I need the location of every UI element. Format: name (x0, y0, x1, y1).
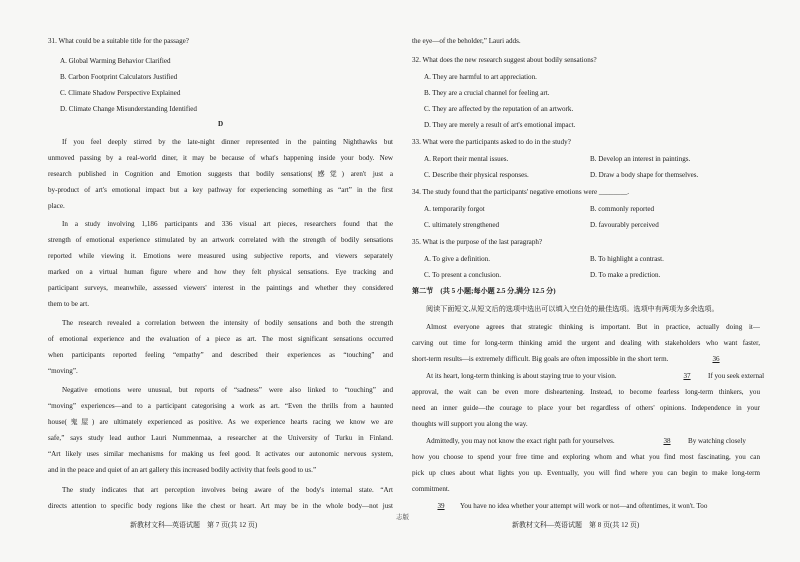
option-32a: A. They are harmful to art appreciation. (424, 73, 537, 81)
option-35b: B. To highlight a contrast. (590, 255, 664, 263)
s2-p2-line-1-tail: If you seek external (708, 372, 765, 380)
blank-39: 39 (437, 502, 445, 510)
option-35d: D. To make a prediction. (590, 271, 661, 279)
continuation-line: the eye—of the beholder,” Lauri adds. (412, 37, 521, 45)
p2-line-4: marked on a virtual human figure where and how they felt physical sensations. Eye tracking and (48, 268, 393, 276)
p5-line-2: directs attention to specific body regions like the chest or heart. Art may be in the whole body—not just (48, 502, 393, 510)
center-stamp: 志版 (396, 514, 409, 521)
option-32d: D. They are merely a result of art's emotional impact. (424, 121, 576, 129)
footer-left: 新教材文科—英语试题 第 7 页(共 12 页) (130, 521, 258, 529)
s2-p3-line-3: pick up clues about what lights you up. Eventually, you will find where you can begin to make long-term (412, 469, 760, 477)
option-35a: A. To give a definition. (424, 255, 490, 263)
s2-p2-line-3: need an inner guide—the courage to place your bet regardless of others' opinions. Independence in your (412, 404, 760, 412)
p4-line-2: “moving” experiences—and to a participant categorising a work as art. “Even the thrills from a haunted (48, 402, 393, 410)
p1-line-5: place. (48, 202, 65, 210)
p2-line-3: reported while viewing it. Emotions were measured using subjective reports, and viewers separately (48, 252, 393, 260)
p4-line-6: and in the peace and quiet of an art gallery this increased bodily activity that feels good to us.” (48, 466, 317, 474)
option-31c: C. Climate Shadow Perspective Explained (60, 89, 181, 97)
footer-right: 新教材文科—英语试题 第 8 页(共 12 页) (512, 521, 640, 529)
p3-line-2: of emotional experience and the evaluation of a piece as art. The most significant sensations occurred (48, 335, 393, 343)
question-31: 31. What could be a suitable title for the passage? (48, 37, 189, 45)
s2-p3-line-1: Admittedly, you may not know the exact right path for yourselves. (426, 437, 615, 445)
option-32c: C. They are affected by the reputation of an artwork. (424, 105, 574, 113)
blank-36: 36 (712, 355, 720, 363)
p1-line-2: unmoved passing by a real-world diner, it may be because of what's happening inside your body. New (48, 154, 393, 162)
option-33b: B. Develop an interest in paintings. (590, 155, 691, 163)
s2-p2-line-4: thoughts will support you along the way. (412, 420, 528, 428)
p4-line-4: safe,” says study lead author Lauri Nummenmaa, a researcher at the University of Turku in Finland. (48, 434, 393, 442)
s2-p1-line-3: short-term results—is extremely difficult. Big goals are often impossible in the short term. (412, 355, 669, 363)
section-2-instructions: 阅读下面短文,从短文后的选项中选出可以填入空白处的最佳选项。选项中有两项为多余选项。 (426, 305, 719, 313)
option-35c: C. To present a conclusion. (424, 271, 501, 279)
p5-line-1: The study indicates that art perception involves being aware of the body's internal state. “Art (62, 486, 393, 494)
s2-p3-line-4: commitment. (412, 485, 450, 493)
blank-37: 37 (683, 372, 691, 380)
option-34d: D. favourably perceived (590, 221, 659, 229)
s2-p3-line-2: how you choose to spend your free time and exploring whom and what you find most fascinating, you can (412, 453, 760, 461)
option-34a: A. temporarily forgot (424, 205, 485, 213)
blank-38: 38 (663, 437, 671, 445)
option-31d: D. Climate Change Misunderstanding Identified (60, 105, 197, 113)
section-2-heading: 第二节 (共 5 小题;每小题 2.5 分,满分 12.5 分) (412, 287, 556, 295)
option-33c: C. Describe their physical responses. (424, 171, 529, 179)
question-33: 33. What were the participants asked to do in the study? (412, 138, 571, 146)
question-32: 32. What does the new research suggest about bodily sensations? (412, 56, 597, 64)
option-33a: A. Report their mental issues. (424, 155, 509, 163)
p2-line-2: strength of emotional experience stimulated by an artwork correlated with the strength of bodily sensations (48, 236, 393, 244)
p1-line-1: If you feel deeply stirred by the late-night dinner represented in the painting Nighthawks but (62, 138, 393, 146)
p1-line-3: research published in Cognition and Emotion suggests that bodily sensations(感觉) aren't just a (48, 170, 393, 178)
p1-line-4: by-product of art's emotional impact but a key pathway for experiencing something as “art” in the first (48, 186, 393, 194)
p3-line-3: when participants reported feeling “empathy” and described their experiences as “touching” and (48, 351, 393, 359)
p4-line-3: house(鬼屋) are ultimately experienced as positive. As we experience hearts racing we know we are (48, 418, 393, 426)
passage-d-heading: D (217, 120, 224, 128)
option-34b: B. commonly reported (590, 205, 655, 213)
s2-p1-line-2: carving out time for long-term thinking amid the urgent and dealing with stakeholders who want faster, (412, 339, 760, 347)
p2-line-6: them to be art. (48, 300, 89, 308)
s2-p2-line-2: approval, the wait can be even more disheartening. Instead, to become fearless long-term thinkers, you (412, 388, 760, 396)
p3-line-1: The research revealed a correlation between the intensity of bodily sensations and both the strength (62, 319, 393, 327)
option-33d: D. Draw a body shape for themselves. (590, 171, 699, 179)
option-31b: B. Carbon Footprint Calculators Justified (60, 73, 178, 81)
option-32b: B. They are a crucial channel for feeling art. (424, 89, 550, 97)
question-34: 34. The study found that the participants' negative emotions were ________. (412, 188, 630, 196)
p4-line-5: “Art likely uses similar mechanisms for making us feel good. It activates our autonomic nervous system, (48, 450, 393, 458)
p2-line-1: In a study involving 1,186 participants and 336 visual art pieces, researchers found that the (62, 220, 393, 228)
p4-line-1: Negative emotions were unusual, but reports of “sadness” were also linked to “touching” and (62, 386, 393, 394)
s2-p2-line-1: At its heart, long-term thinking is about staying true to your vision. (426, 372, 617, 380)
question-35: 35. What is the purpose of the last paragraph? (412, 238, 543, 246)
p3-line-4: “moving”. (48, 367, 78, 375)
p2-line-5: participant surveys, meanwhile, assessed viewers' interest in the paintings and whether they considered (48, 284, 393, 292)
option-31a: A. Global Warming Behavior Clarified (60, 57, 171, 65)
option-34c: C. ultimately strengthened (424, 221, 500, 229)
s2-p3-line-1-tail: By watching closely (688, 437, 746, 445)
s2-p1-line-1: Almost everyone agrees that strategic thinking is important. But in practice, actually doing it— (426, 323, 760, 331)
s2-p4-line-1: You have no idea whether your attempt will work or not—and oftentimes, it won't. Too (460, 502, 708, 510)
